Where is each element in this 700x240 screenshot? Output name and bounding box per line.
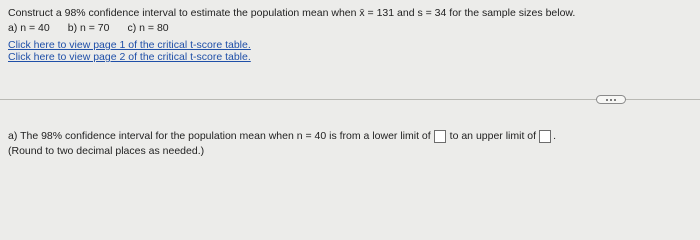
dot-icon — [610, 99, 612, 101]
confidence-interval-answer-line — [8, 129, 692, 144]
question-prompt: Construct a 98% confidence interval to estimate the population mean when x̄ = 131 and s = 34 for the sample sizes below. — [8, 7, 576, 19]
question-panel — [8, 6, 692, 63]
lower-limit-input[interactable] — [434, 130, 446, 143]
answer-middle-text: to an upper limit of — [449, 130, 537, 142]
answer-period: . — [553, 130, 556, 142]
upper-limit-input[interactable] — [539, 130, 551, 143]
answer-prefix-text: a) The 98% confidence interval for the population mean when n = 40 is from a lower limit of — [8, 130, 431, 142]
dot-icon — [614, 99, 616, 101]
t-score-table-page-1-link[interactable]: Click here to view page 1 of the critical t-score table. — [8, 39, 251, 51]
part-c-sample-size: c) n = 80 — [127, 22, 169, 34]
rounding-instruction: (Round to two decimal places as needed.) — [8, 145, 205, 157]
dot-icon — [606, 99, 608, 101]
sample-size-list — [8, 21, 692, 36]
t-score-table-page-2-link[interactable]: Click here to view page 2 of the critical t-score table. — [8, 51, 251, 63]
section-divider — [0, 99, 700, 100]
t-score-table-links — [8, 39, 692, 63]
more-options-button[interactable] — [596, 95, 626, 104]
answer-panel — [8, 129, 692, 159]
part-b-sample-size: b) n = 70 — [67, 22, 110, 34]
part-a-sample-size: a) n = 40 — [8, 22, 50, 34]
